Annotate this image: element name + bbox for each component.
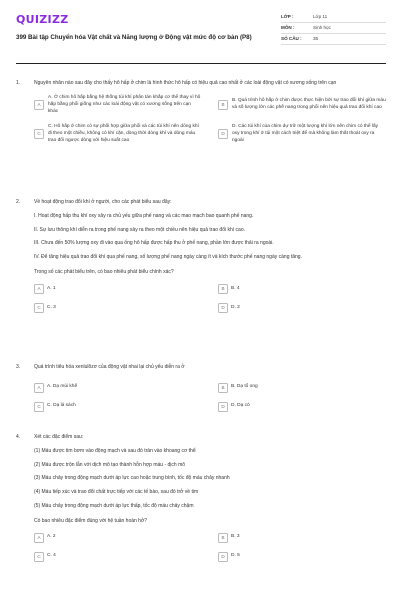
option-text: A. 1 <box>47 285 56 291</box>
option-a[interactable] <box>34 532 202 544</box>
option-letter: B <box>218 383 228 393</box>
option-letter: C <box>34 303 44 313</box>
option-c[interactable] <box>34 124 202 145</box>
meta-value: Lớp 11 <box>313 14 328 20</box>
option-text: C. Dạ lá sách <box>47 403 76 409</box>
question-number: 1. <box>16 80 21 86</box>
option-a[interactable] <box>34 95 202 116</box>
option-a[interactable] <box>34 283 202 295</box>
meta-label: LỚP : <box>281 14 294 20</box>
option-c[interactable] <box>34 401 202 413</box>
option-letter: C <box>34 129 44 139</box>
option-d[interactable] <box>218 124 386 145</box>
option-d[interactable] <box>218 401 386 413</box>
option-a[interactable] <box>34 382 202 394</box>
option-letter: C <box>34 402 44 412</box>
statement: (5) Máu chảy trong động mạch dưới áp lực thấp, tốc độ máu chảy chậm <box>34 502 194 509</box>
option-letter: B <box>218 284 228 294</box>
option-b[interactable] <box>218 283 386 295</box>
meta-label: SỐ CÂU : <box>281 36 302 42</box>
question-text: Nguyên nhân nào sau đây cho thấy hô hấp ở chim là hình thức hô hấp có hiệu quả cao nhất ở các loài động vật có xương sống trên cạn <box>34 80 337 86</box>
option-text: A. 2 <box>47 534 56 540</box>
statement: III. Chưa đến 50% lượng oxy đi vào qua ống hô hấp được hấp thu ở phế nang, phần lớn được thải ra ngoài. <box>34 240 274 247</box>
meta-table <box>281 12 386 45</box>
document-title: 399 Bài tập Chuyển hóa Vật chất và Năng lượng ở Động vật mức độ cơ bản (P8) <box>16 34 252 41</box>
option-text: B. 3 <box>231 534 240 540</box>
option-letter: D <box>218 303 228 313</box>
option-letter: D <box>218 552 228 562</box>
option-letter: A <box>34 383 44 393</box>
option-b[interactable] <box>218 532 386 544</box>
option-text: B. 4 <box>231 285 240 291</box>
question-text: Về hoạt động trao đổi khí ở người, cho các phát biểu sau đây: <box>34 199 172 205</box>
option-letter: D <box>218 129 228 139</box>
statement: (3) Máu chảy trong động mạch dưới áp lực cao hoặc trung bình, tốc độ máu chảy nhanh <box>34 475 230 482</box>
question-number: 3. <box>16 364 21 370</box>
statement: II. Sự lưu thông khí diễn ra trong phế nang xảy ra theo một chiều nên hiệu quả trao đổi khí cao. <box>34 226 245 233</box>
meta-row-count <box>281 34 386 45</box>
option-b[interactable] <box>218 382 386 394</box>
statement: I. Hoạt động hấp thu khí oxy xảy ra chủ yếu giữa phế nang và các mao mạch bao quanh phế nang. <box>34 212 254 219</box>
statement: (4) Máu tiếp xúc và trao đổi chất trực tiếp với các tế bào, sau đó trở về tim <box>34 489 199 495</box>
option-text: B. Dạ tổ ong <box>231 384 258 390</box>
option-d[interactable] <box>218 302 386 314</box>
option-letter: A <box>34 533 44 543</box>
option-letter: A <box>34 284 44 294</box>
option-letter: A <box>34 100 44 110</box>
option-text: D. Các túi khí của chim dự trữ một lượng khí lớn nên chim có thể lấy oxy trong khí ở túi một cách triệt để mà không làm thất thoát oxy ra ngoài <box>232 123 379 143</box>
statement: IV. Để tăng hiệu quả trao đổi khí qua phế nang, số lượng phế nang ngày càng ít và kích thước phế nang ngày càng tăng. <box>34 254 302 260</box>
option-letter: B <box>218 533 228 543</box>
option-d[interactable] <box>218 551 386 563</box>
question-text: Xét các đặc điểm sau: <box>34 434 84 440</box>
header-divider <box>16 63 386 64</box>
option-text: C. 4 <box>47 553 56 559</box>
question-number: 4. <box>16 434 21 440</box>
page-header <box>16 12 386 60</box>
meta-label: MÔN : <box>281 25 295 31</box>
option-text: D. Dạ cỏ <box>231 403 250 409</box>
quizizz-logo: QUIZIZZ <box>16 13 69 26</box>
option-c[interactable] <box>34 551 202 563</box>
option-letter: D <box>218 402 228 412</box>
option-text: D. 2 <box>231 304 240 310</box>
question-prompt: Trong số các phát biểu trên, có bao nhiêu phát biểu chính xác? <box>34 268 174 275</box>
option-c[interactable] <box>34 302 202 314</box>
option-text: A. Dạ múi khế <box>47 384 78 390</box>
option-text: D. 5 <box>231 553 240 559</box>
meta-row-subject <box>281 23 386 34</box>
statement: (1) Máu được tim bơm vào động mạch và sau đó tràn vào khoang cơ thể <box>34 447 196 454</box>
statement: (2) Máu được trộn lẫn với dịch mô tạo thành hỗn hợp máu - dịch mô <box>34 461 186 468</box>
option-text: C. 3 <box>47 304 56 310</box>
meta-row-class <box>281 12 386 23</box>
option-letter: B <box>218 100 228 110</box>
question-prompt: Có bao nhiêu đặc điểm đúng với hệ tuần hoàn hở? <box>34 517 148 524</box>
question-number: 2. <box>16 199 21 205</box>
option-text: A. Ở chim hô hấp bằng hệ thống túi khí phân tán khắp cơ thể thay vì hô hấp bằng phổi giống như các loài động vật có xương sống trên cạn khác <box>48 94 201 114</box>
option-text: C. Hô hấp ở chim có sự phối hợp giữa phổi và các túi khí nên dòng khí đi theo một chiều, không có khí cặn, dòng thời dòng khí và dòng máu trao đổi ngược dòng với hiệu suất cao <box>48 123 199 143</box>
meta-value: 35 <box>313 36 319 42</box>
option-b[interactable] <box>218 95 386 116</box>
meta-value: Sinh học <box>313 25 331 31</box>
option-text: B. Quá trình hô hấp ở chim được thực hiện bởi sự trao đổi khí giữa máu và số lượng lớn các phế nang trong phổi nên hiệu quả trao đổi khí cao <box>232 98 386 111</box>
question-text: Quá trình tiêu hóa xenlulôzơ của động vật nhai lại chủ yếu diễn ra ở <box>34 364 185 370</box>
option-letter: C <box>34 552 44 562</box>
